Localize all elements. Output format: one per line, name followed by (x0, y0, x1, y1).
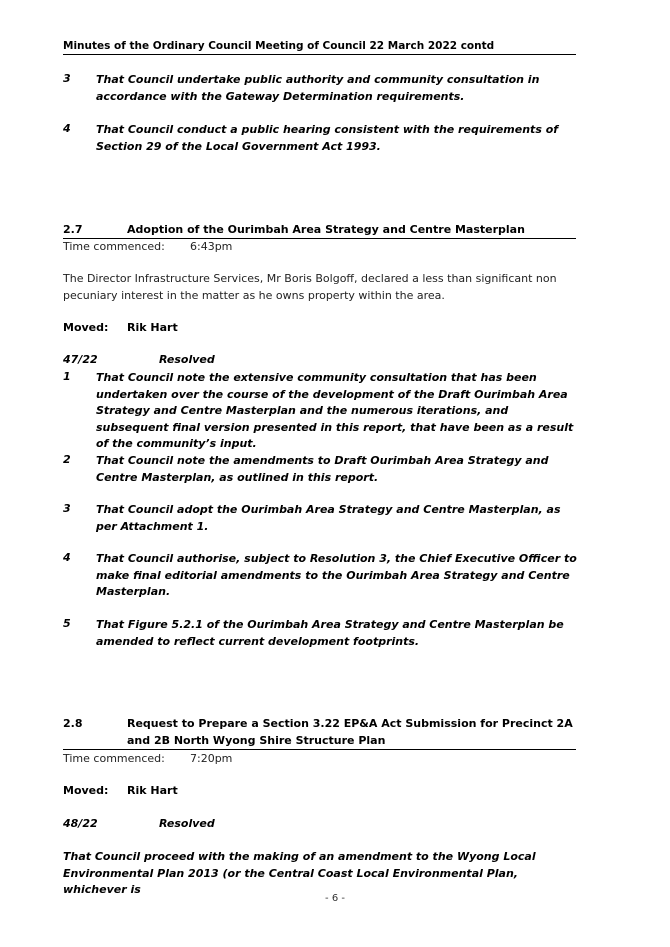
moved-name: Rik Hart (127, 784, 178, 797)
resolution-item-2 (63, 453, 583, 486)
resolution-item-3 (63, 502, 583, 535)
time-commenced (63, 239, 233, 255)
item-text: That Council adopt the Ourimbah Area Strategy and Centre Masterplan, as per Attachment 1. (96, 503, 561, 533)
item-number: 5 (63, 617, 71, 630)
resolution-item-5 (63, 617, 583, 650)
moved-line (63, 321, 178, 334)
resolution-line (63, 353, 215, 366)
resolution-body: That Council proceed with the making of an amendment to the Wyong Local Environmental Plan 2013 (or the Central Coast Local Environmental Plan, whichever is (63, 850, 536, 896)
resolution-number: 48/22 (63, 817, 98, 830)
resolution-item-1 (63, 370, 583, 453)
section-heading-2-7 (63, 221, 576, 239)
moved-name: Rik Hart (127, 321, 178, 334)
section-title: Request to Prepare a Section 3.22 EP&A Act Submission for Precinct 2A and 2B North Wyong Shire Structure Plan (127, 717, 573, 747)
section-number: 2.7 (63, 223, 83, 236)
moved-label: Moved: (63, 784, 109, 797)
top-item-4 (63, 122, 583, 155)
time-label: Time commenced: (63, 240, 165, 253)
time-commenced (63, 751, 233, 767)
moved-label: Moved: (63, 321, 109, 334)
resolution-label: Resolved (159, 817, 215, 830)
item-number: 3 (63, 72, 71, 85)
item-text: That Council undertake public authority and community consultation in accordance with the Gateway Determination requirements. (96, 73, 540, 103)
item-text: That Council authorise, subject to Resolution 3, the Chief Executive Officer to make final editorial amendments to the Ourimbah Area Strategy and Centre Masterplan. (96, 552, 577, 598)
time-value: 6:43pm (190, 240, 233, 253)
time-value: 7:20pm (190, 752, 233, 765)
resolution-text (63, 849, 583, 899)
resolution-line (63, 817, 215, 830)
item-number: 4 (63, 551, 71, 564)
item-number: 4 (63, 122, 71, 135)
section-heading-2-8 (63, 715, 576, 750)
item-text: That Figure 5.2.1 of the Ourimbah Area Strategy and Centre Masterplan be amended to reflect current development footprints. (96, 618, 564, 648)
declaration-paragraph: The Director Infrastructure Services, Mr Boris Bolgoff, declared a less than significant non pecuniary interest in the matter as he owns property within the area. (63, 272, 557, 302)
resolution-number: 47/22 (63, 353, 98, 366)
resolution-item-4 (63, 551, 583, 601)
time-label: Time commenced: (63, 752, 165, 765)
section-title: Adoption of the Ourimbah Area Strategy and Centre Masterplan (127, 223, 525, 236)
item-number: 3 (63, 502, 71, 515)
section-number: 2.8 (63, 717, 83, 730)
page-header: Minutes of the Ordinary Council Meeting of Council 22 March 2022 contd (63, 40, 576, 55)
top-item-3 (63, 72, 583, 105)
item-text: That Council note the extensive community consultation that has been undertaken over the course of the development of the Draft Ourimbah Area Strategy and Centre Masterplan and the numerous iterations, and subsequent final version presented in this report, that have been as a result of the community’s input. (96, 371, 574, 450)
moved-line (63, 784, 178, 797)
item-text: That Council note the amendments to Draft Ourimbah Area Strategy and Centre Masterplan, as outlined in this report. (96, 454, 549, 484)
item-number: 1 (63, 370, 71, 383)
item-text: That Council conduct a public hearing consistent with the requirements of Section 29 of the Local Government Act 1993. (96, 123, 559, 153)
page-number: - 6 - (325, 893, 345, 904)
item-number: 2 (63, 453, 71, 466)
resolution-label: Resolved (159, 353, 215, 366)
